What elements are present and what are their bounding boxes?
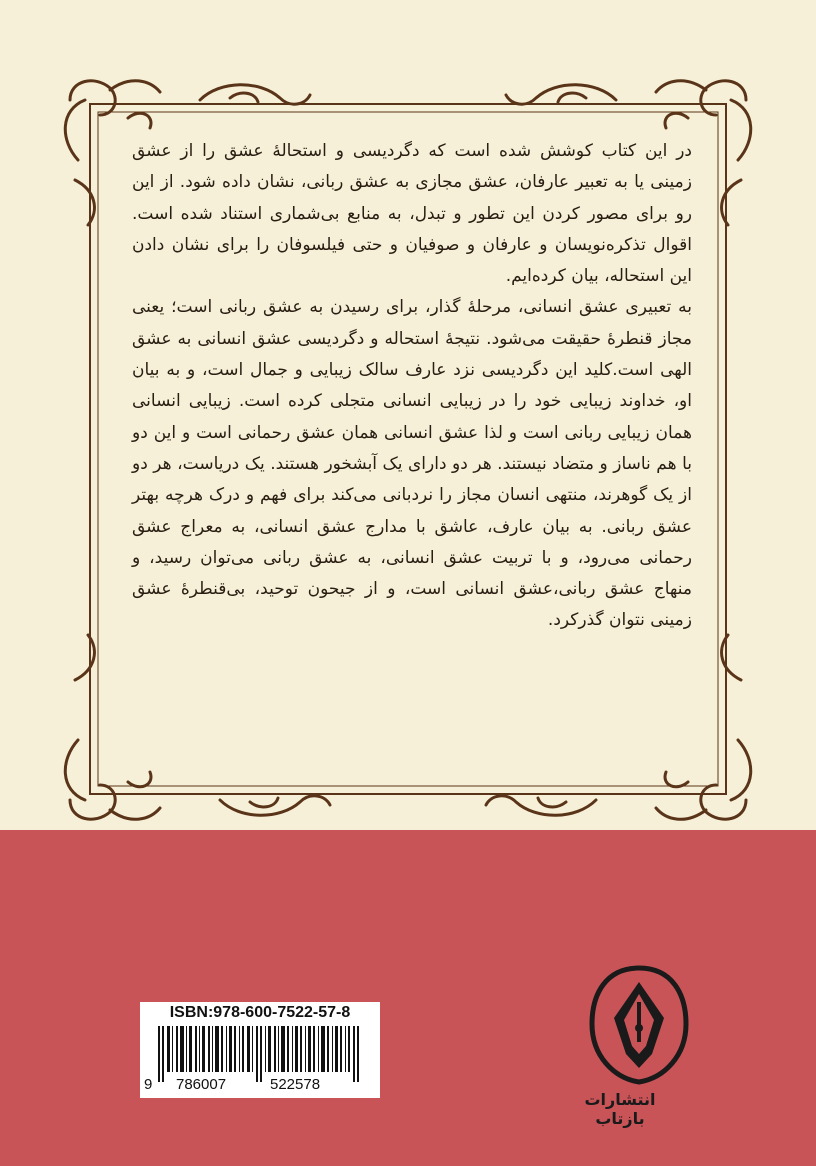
pen-nib-icon xyxy=(584,962,694,1092)
back-cover-text xyxy=(132,136,692,637)
isbn-barcode xyxy=(140,1002,380,1098)
corner-flourish-bottom-left xyxy=(65,635,160,819)
isbn-label: ISBN:978-600-7522-57-8 xyxy=(169,1004,351,1021)
paragraph-1: در این کتاب کوشش شده است که دگردیسی و استحالهٔ عشق را از عشق زمینی یا به تعبیر عارفان، عشق مجازی به عشق ربانی، نشان داده شود. از این رو برای مصور کردن این تطور و تبدل، به منابع بی‌شماری استناد شده است. اقوال تذکره‌نویسان و عارفان و صوفیان و حتی فیلسوفان را برای نشان دادن این استحاله، بیان کرده‌ایم. xyxy=(132,141,692,287)
publisher-name: انتشارات بازتاب xyxy=(584,1090,656,1128)
top-swirl-left xyxy=(200,85,310,104)
paragraph-2: به تعبیری عشق انسانی، مرحلهٔ گذار، برای رسیدن به عشق ربانی است؛ یعنی مجاز قنطرهٔ حقیقت می‌شود. نتیجهٔ استحاله و دگردیسی عشق انسانی به عشق الهی است.کلید این دگردیسی نزد عارف سالک زیبایی و جمال است، و به بیان او، خداوند زیبایی خود را در زیبایی انسانی متجلی کرده است. زیبایی انسانی همان زیبایی ربانی است و لذا عشق انسانی همان عشق رحمانی است و این دو با هم ناساز و متضاد نیستند. هر دو دارای یک آبشخور هستند. یک دریاست، هر دو از یک گوهرند، منتهی انسان مجاز را نردبانی می‌کند برای فهم و درک هرچه بهتر عشق ربانی. به بیان عارف، عاشق با مدارج عشق انسانی، به معراج عشق رحمانی می‌رود، و با تربیت عشق انسانی، به عشق ربانی می‌توان رسید، و منهاج عشق ربانی،عشق انسانی است، و از جیحون توحید، بی‌قنطرهٔ عشق زمینی نتوان گذرکرد. xyxy=(132,297,692,631)
top-swirl-right xyxy=(506,85,616,104)
barcode-digit-first: 9 xyxy=(144,1076,153,1093)
bottom-swirl-right xyxy=(486,796,596,815)
corner-flourish-bottom-right xyxy=(656,635,751,819)
barcode-digits-left: 786007 xyxy=(176,1076,227,1093)
barcode-digits-right: 522578 xyxy=(270,1076,321,1093)
bottom-swirl-left xyxy=(220,796,330,815)
